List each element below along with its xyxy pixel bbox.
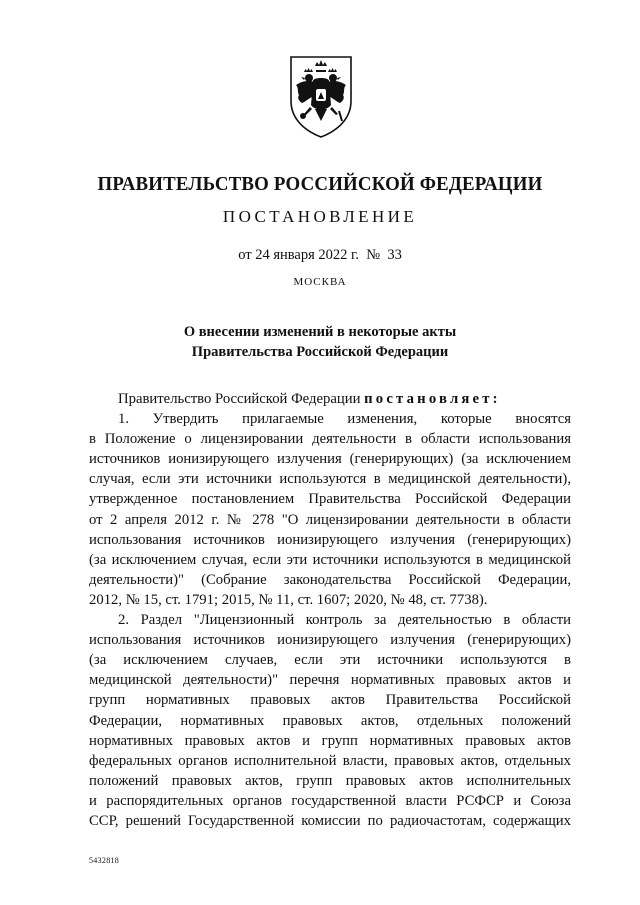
document-date: от 24 января 2022 г. — [238, 247, 359, 263]
paragraph-line: нормативных правовых актов и групп нормативных правовых актов — [89, 732, 571, 749]
paragraph-line: групп нормативных правовых актов Правительства Российской — [89, 692, 571, 709]
paragraph-line: использования источников ионизирующего излучения (генерирующих) — [89, 531, 571, 548]
paragraph-line: 1. Утвердить прилагаемые изменения, которые вносятся — [118, 411, 571, 428]
paragraph-line: от 2 апреля 2012 г. № 278 "О лицензировании деятельности в области — [89, 511, 571, 528]
document-number: 33 — [387, 247, 402, 263]
paragraph-line: Федерации, нормативных правовых актов, отдельных положений — [89, 712, 571, 729]
number-sign: № — [366, 247, 381, 263]
preamble — [89, 389, 571, 409]
subject-line: Правительства Российской Федерации — [191, 344, 449, 360]
paragraph-line: утвержденное постановлением Правительства Российской Федерации — [89, 491, 571, 508]
preamble-verb: постановляет: — [364, 391, 501, 407]
document-type: ПОСТАНОВЛЕНИЕ — [222, 207, 418, 226]
government-title: ПРАВИТЕЛЬСТВО РОССИЙСКОЙ ФЕДЕРАЦИИ — [97, 173, 543, 195]
paragraph-line: 2012, № 15, ст. 1791; 2015, № 11, ст. 1607; 2020, № 48, ст. 7738). — [89, 591, 488, 608]
russian-coat-of-arms-icon — [285, 53, 357, 139]
paragraph-line: в Положение о лицензировании деятельности в области использования — [89, 431, 571, 448]
document-registration-number: 5432818 — [89, 856, 120, 865]
paragraph-line: медицинской деятельности)" перечня нормативных правовых актов и — [89, 672, 571, 689]
paragraph-line: федеральных органов исполнительной власти, правовых актов, отдельных — [89, 752, 571, 769]
subject-line: О внесении изменений в некоторые акты — [183, 324, 457, 340]
paragraph-line: 2. Раздел "Лицензионный контроль за деятельностью в области — [118, 612, 571, 629]
paragraph-line: и распорядительных органов государственной власти РСФСР и Союза — [89, 792, 571, 809]
city: МОСКВА — [293, 276, 347, 288]
paragraph-line: (за исключением случая, если эти источники используются в медицинской — [89, 551, 571, 568]
paragraph-line: положений правовых актов, групп правовых актов исполнительных — [89, 772, 571, 789]
paragraph-line: (за исключением случаев, если эти источники используются в — [89, 652, 571, 669]
paragraph-line: источников ионизирующего излучения (генерирующих) (за исключением — [89, 451, 571, 468]
preamble-lead: Правительство Российской Федерации — [118, 391, 361, 407]
paragraph-line: ССР, решений Государственной комиссии по радиочастотам, содержащих — [89, 812, 571, 829]
document-body — [89, 389, 571, 831]
paragraph-line: случая, если эти источники используются в медицинской деятельности), — [89, 471, 571, 488]
document-subject — [0, 322, 640, 362]
date-number-line — [0, 247, 640, 264]
paragraph-line: использования источников ионизирующего излучения (генерирующих) — [89, 632, 571, 649]
paragraph-line: деятельности)" (Собрание законодательства Российской Федерации, — [89, 571, 571, 588]
